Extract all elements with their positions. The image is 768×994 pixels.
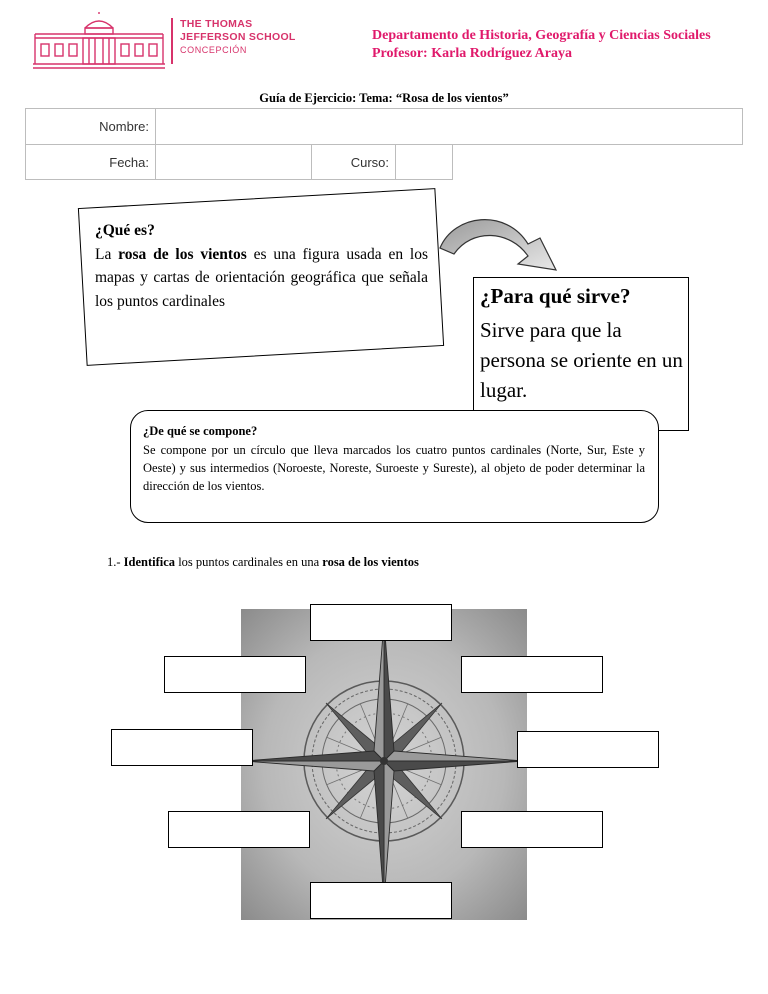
curved-arrow-icon: [436, 210, 566, 278]
course-field[interactable]: [395, 144, 453, 180]
answer-box-southeast[interactable]: [461, 811, 603, 848]
exercise-verb: Identifica: [123, 555, 176, 569]
answer-box-southwest[interactable]: [168, 811, 310, 848]
exercise-subject: rosa de los vientos: [322, 555, 419, 569]
composition-text: Se compone por un círculo que lleva marcados los cuatro puntos cardinales (Norte, Sur, Este y Oeste) y sus intermedios (Noroeste, Noreste, Suroeste y Sureste), al objeto de poder determinar la dirección de los vientos.: [143, 443, 645, 493]
teacher-name: Profesor: Karla Rodríguez Araya: [372, 46, 572, 61]
answer-box-north[interactable]: [310, 604, 452, 641]
exercise-mid: los puntos cardinales en una: [175, 555, 323, 569]
exercise-number: 1.-: [107, 555, 124, 569]
date-label: Fecha:: [25, 144, 156, 180]
what-is-text: [95, 243, 428, 314]
answer-box-northeast[interactable]: [461, 656, 603, 693]
course-label: Curso:: [311, 144, 396, 180]
answer-box-south[interactable]: [310, 882, 452, 919]
purpose-heading: ¿Para qué sirve?: [480, 284, 631, 308]
worksheet-title: Guía de Ejercicio: Tema: “Rosa de los vientos”: [259, 91, 509, 105]
what-is-text-pre: La: [95, 245, 119, 263]
school-name-line1: THE THOMAS: [180, 18, 253, 30]
name-label: Nombre:: [25, 108, 156, 145]
answer-box-east[interactable]: [517, 731, 659, 768]
school-building-logo: [33, 12, 165, 70]
what-is-content: [95, 219, 428, 313]
answer-box-west[interactable]: [111, 729, 253, 766]
school-city: CONCEPCIÓN: [180, 45, 248, 55]
composition-heading: ¿De qué se compone?: [143, 424, 258, 438]
answer-box-northwest[interactable]: [164, 656, 306, 693]
department-header: [372, 27, 711, 63]
department-name: Departamento de Historia, Geografía y Ciencias Sociales: [372, 28, 711, 43]
what-is-text-post: es una figura usada en los mapas y cartas de orientación geográfica que señala los puntos cardinales: [95, 245, 428, 310]
header-divider: [171, 18, 173, 64]
date-field[interactable]: [155, 144, 312, 180]
school-name-line2: JEFFERSON SCHOOL: [180, 31, 296, 43]
school-name: [180, 18, 296, 57]
purpose-text: Sirve para que la persona se oriente en un lugar.: [480, 318, 683, 402]
what-is-bold: rosa de los vientos: [118, 245, 247, 263]
exercise-instruction: [107, 555, 419, 570]
what-is-heading: ¿Qué es?: [95, 222, 155, 239]
name-field[interactable]: [155, 108, 743, 145]
